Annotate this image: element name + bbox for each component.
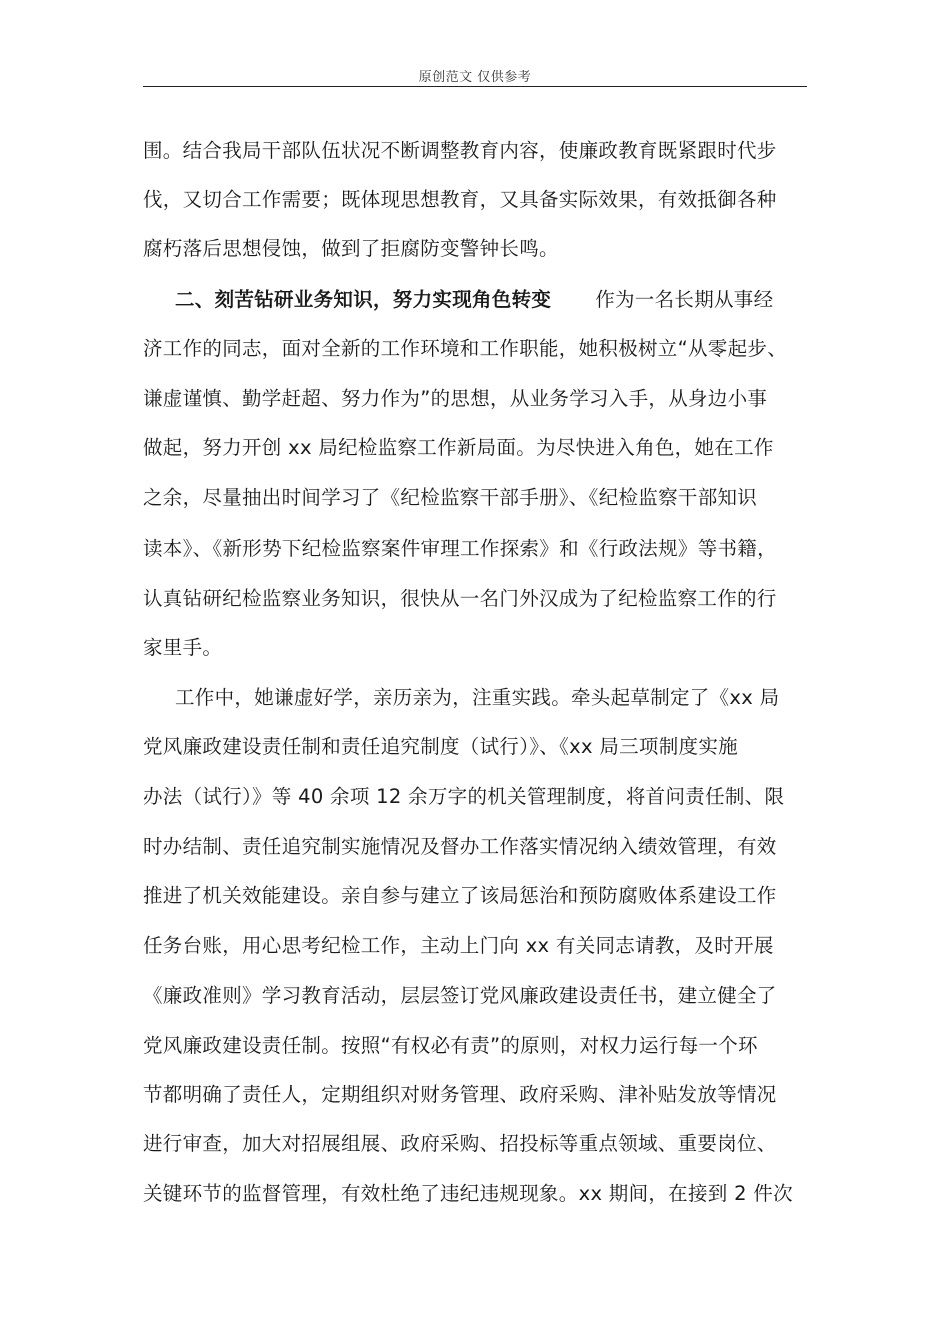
body-line: 之余，尽量抽出时间学习了《纪检监察干部手册》、《纪检监察干部知识 xyxy=(143,486,758,509)
body-line: 党风廉政建设责任制。按照“有权必有责”的原则，对权力运行每一个环 xyxy=(143,1034,758,1057)
body-line: 关键环节的监督管理，有效杜绝了违纪违规现象。xx 期间，在接到 2 件次 xyxy=(143,1182,793,1205)
body-line: 《廉政准则》学习教育活动，层层签订党风廉政建设责任书，建立健全了 xyxy=(143,984,777,1007)
body-line: 办法（试行）》等 40 余项 12 余万字的机关管理制度，将首问责任制、限 xyxy=(143,785,785,808)
section-heading: 二、刻苦钻研业务知识，努力实现角色转变 xyxy=(175,288,552,311)
body-line: 济工作的同志，面对全新的工作环境和工作职能，她积极树立“从零起步、 xyxy=(143,337,788,360)
body-line: 进行审查，加大对招展组展、政府采购、招投标等重点领域、重要岗位、 xyxy=(143,1132,777,1155)
body-line: 做起，努力开创 xx 局纪检监察工作新局面。为尽快进入角色，她在工作 xyxy=(143,436,774,459)
body-line: 认真钻研纪检监察业务知识，很快从一名门外汉成为了纪检监察工作的行 xyxy=(143,587,777,610)
body-line: 伐，又切合工作需要；既体现思想教育，又具备实际效果，有效抵御各种 xyxy=(143,188,777,211)
body-line: 谦虚谨慎、勤学赶超、努力作为”的思想，从业务学习入手，从身边小事 xyxy=(143,387,768,410)
section-heading-line xyxy=(175,285,807,315)
body-line: 家里手。 xyxy=(143,636,223,659)
body-line: 时办结制、责任追究制实施情况及督办工作落实情况纳入绩效管理，有效 xyxy=(143,835,777,858)
body-line: 读本》、《新形势下纪检监察案件审理工作探索》和《行政法规》等书籍， xyxy=(143,537,777,560)
paragraph-start-line: 工作中，她谦虚好学，亲历亲为，注重实践。牵头起草制定了《xx 局 xyxy=(175,686,780,709)
section-heading-text: 作为一名长期从事经 xyxy=(595,288,774,311)
body-line: 腐朽落后思想侵蚀，做到了拒腐防变警钟长鸣。 xyxy=(143,237,559,260)
header-divider xyxy=(143,86,807,87)
body-line: 围。结合我局干部队伍状况不断调整教育内容，使廉政教育既紧跟时代步 xyxy=(143,139,777,162)
body-line: 节都明确了责任人，定期组织对财务管理、政府采购、津补贴发放等情况 xyxy=(143,1083,777,1106)
body-line: 党风廉政建设责任制和责任追究制度（试行）》、《xx 局三项制度实施 xyxy=(143,735,738,758)
body-line: 任务台账，用心思考纪检工作，主动上门向 xx 有关同志请教，及时开展 xyxy=(143,934,774,957)
page-header: 原创范文 仅供参考 xyxy=(418,70,532,85)
body-line: 推进了机关效能建设。亲自参与建立了该局惩治和预防腐败体系建设工作 xyxy=(143,884,777,907)
